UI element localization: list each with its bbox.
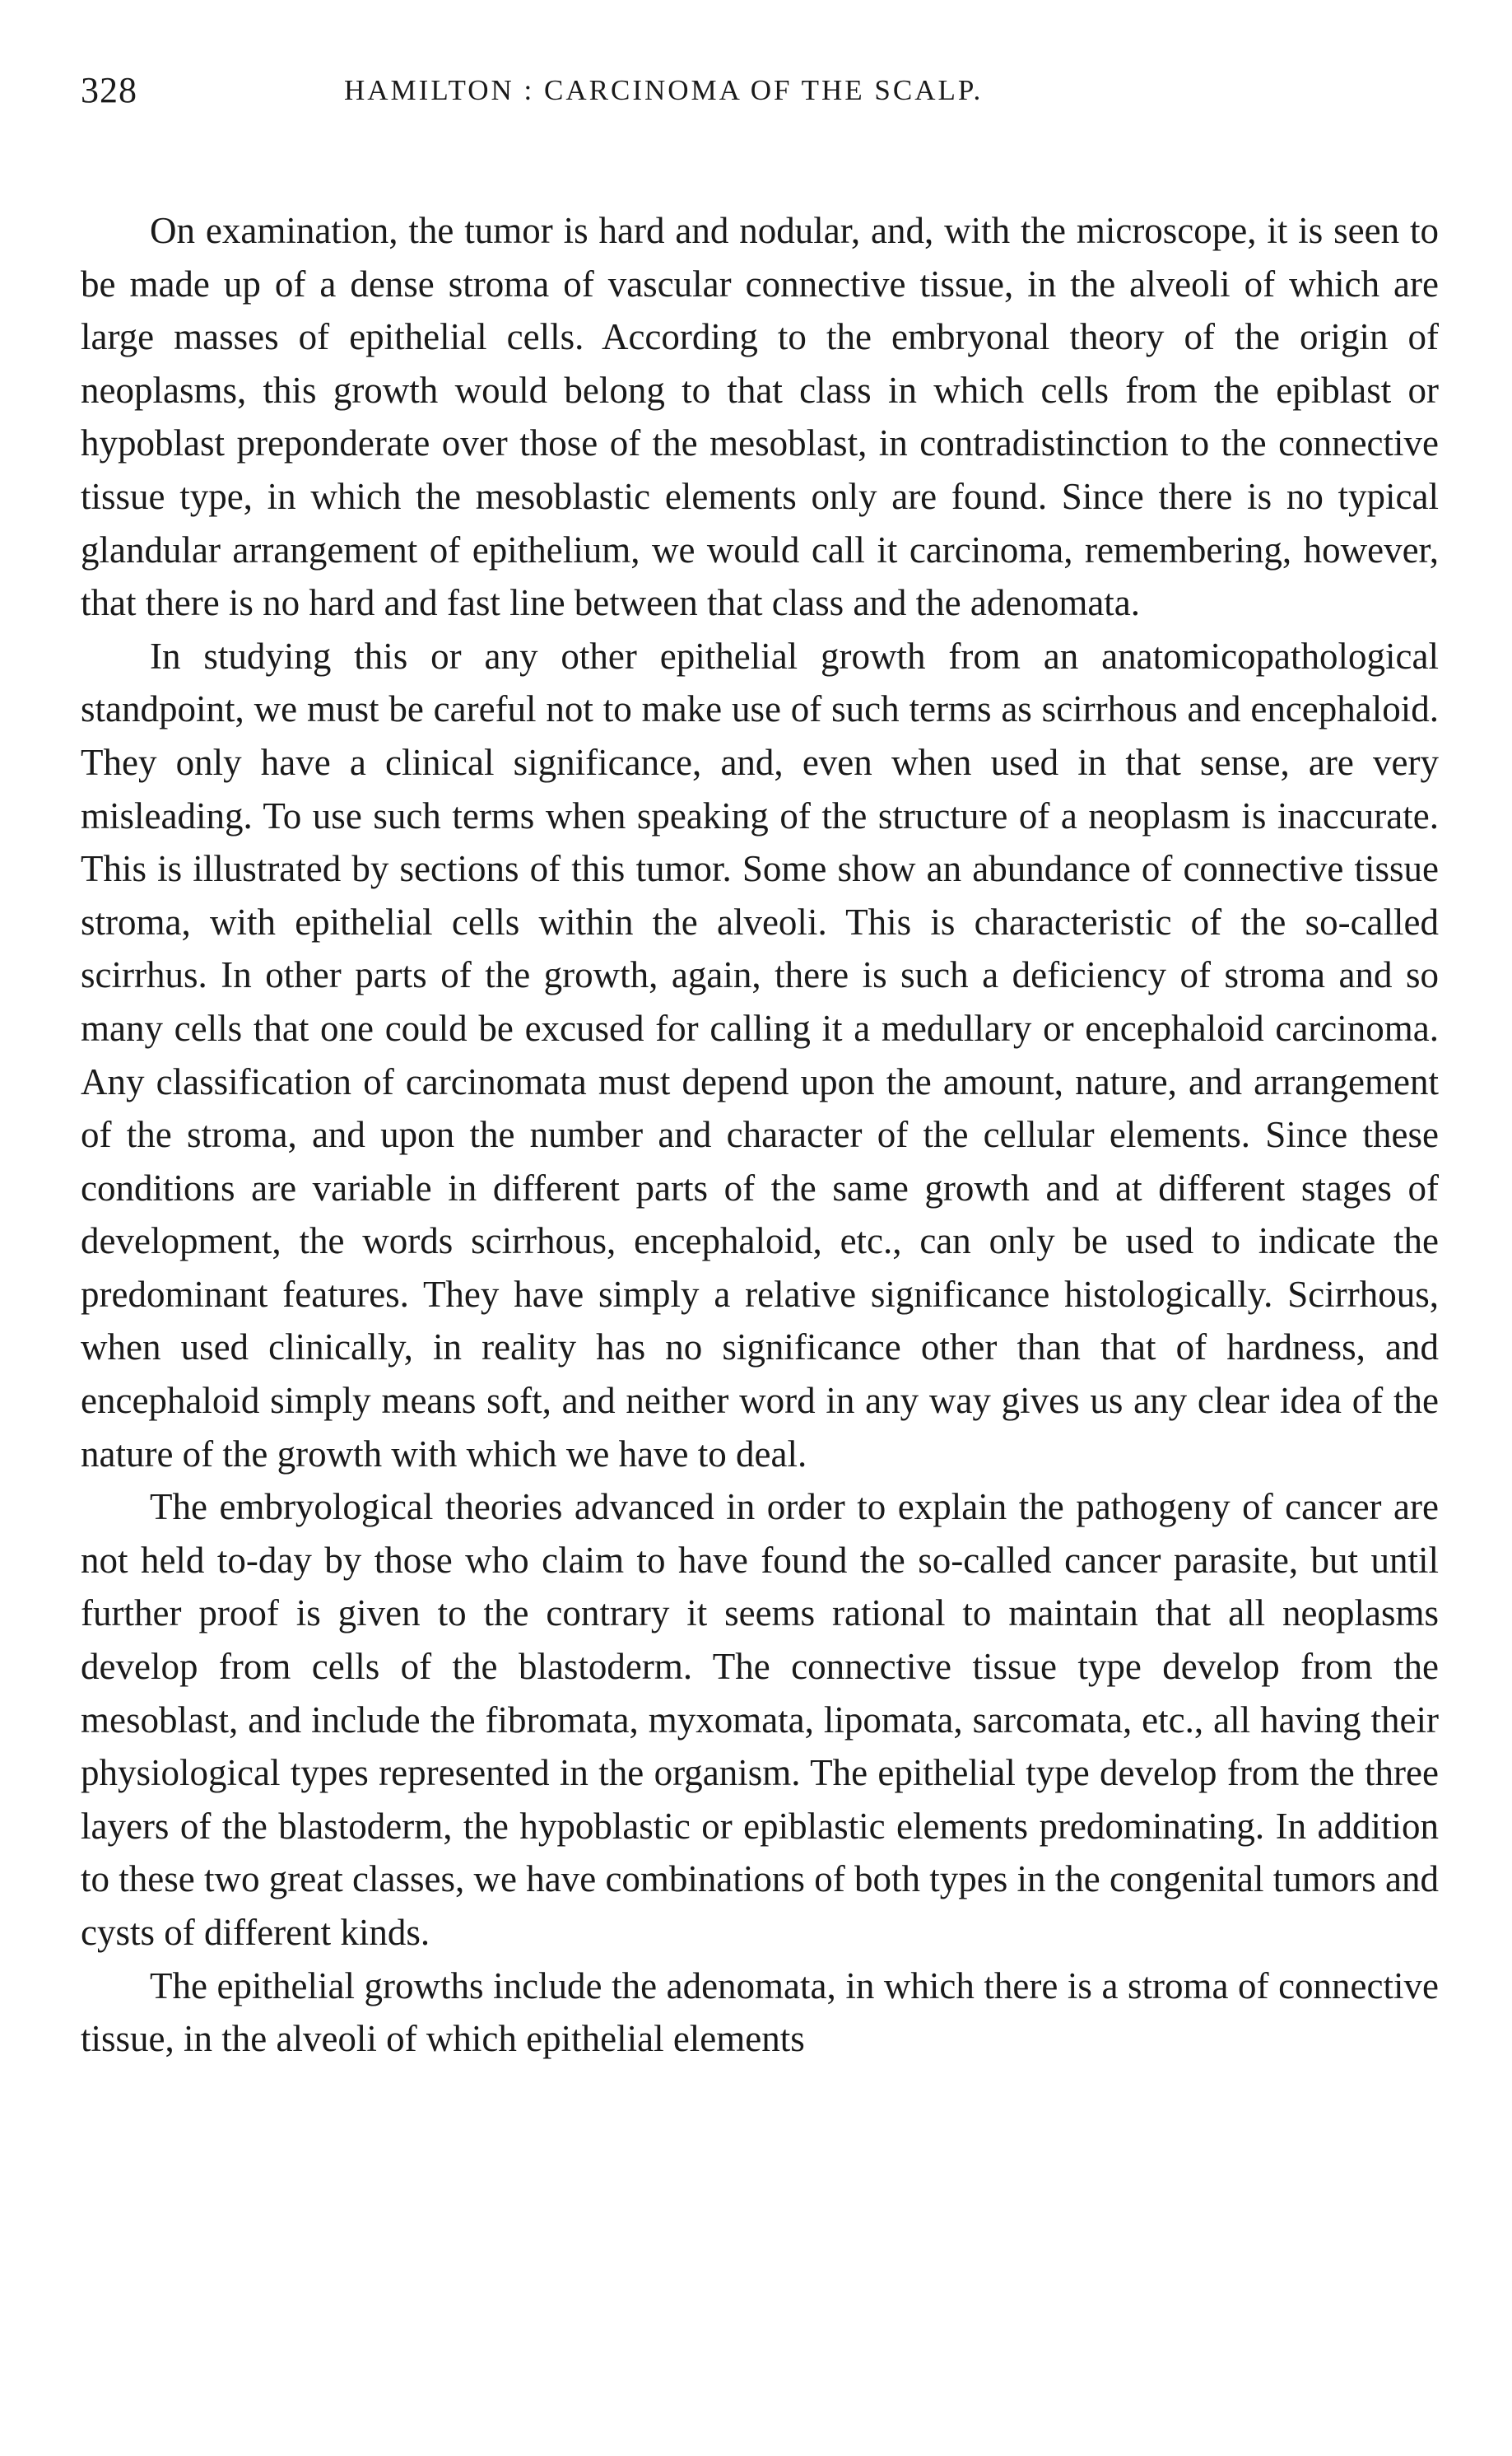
page-number: 328 — [81, 70, 137, 110]
page-header — [81, 58, 1439, 132]
document-page — [81, 58, 1439, 2066]
paragraph-embryological-theories: The embryological theories advanced in order to explain the pathogeny of cancer are not held to-day by those who claim to have found the so-called cancer parasite, but until further proof is given to the contrary it seems rational to maintain that all neoplasms develop from cells of the blastoderm. The connective tissue type develop from the mesoblast, and include the fibromata, myxomata, lipomata, sarcomata, etc., all having their physiological types represented in the organism. The epithelial type develop from the three layers of the blastoderm, the hypoblastic or epiblastic elements predominating. In addition to these two great classes, we have combinations of both types in the congenital tumors and cysts of different kinds. — [81, 1486, 1439, 1953]
paragraph-terminology: In studying this or any other epithelial growth from an anatomicopathological standpoint, we must be careful not to make use of such terms as scirrhous and encephaloid. They only have a clinical significance, and, even when used in that sense, are very misleading. To use such terms when speaking of the structure of a neoplasm is inaccurate. This is illustrated by sections of this tumor. Some show an abundance of connective tissue stroma, with epithelial cells within the alveoli. This is characteristic of the so-called scirrhus. In other parts of the growth, again, there is such a deficiency of stroma and so many cells that one could be excused for calling it a medullary or encephaloid carcinoma. Any classification of carcinomata must depend upon the amount, nature, and arrangement of the stroma, and upon the number and character of the cellular elements. Since these conditions are variable in different parts of the same growth and at different stages of development, the words scirrhous, encephaloid, etc., can only be used to indicate the predominant features. They have simply a relative significance histologically. Scirrhous, when used clinically, in reality has no significance other than that of hardness, and encephaloid simply means soft, and neither word in any way gives us any clear idea of the nature of the growth with which we have to deal. — [81, 635, 1439, 1475]
body-text — [81, 204, 1439, 2066]
running-head: HAMILTON : CARCINOMA OF THE SCALP. — [344, 74, 984, 106]
paragraph-examination: On examination, the tumor is hard and nodular, and, with the microscope, it is seen to be made up of a dense stroma of vascular connective tissue, in the alveoli of which are large masses of epithelial cells. According to the embryonal theory of the origin of neoplasms, this growth would belong to that class in which cells from the epiblast or hypoblast preponderate over those of the mesoblast, in contradistinction to the connective tissue type, in which the mesoblastic elements only are found. Since there is no typical glandular arrangement of epithelium, we would call it carcinoma, remembering, however, that there is no hard and fast line between that class and the adenomata. — [81, 210, 1439, 624]
paragraph-epithelial-growths: The epithelial growths include the adenomata, in which there is a stroma of connective tissue, in the alveoli of which epithelial elements — [81, 1964, 1439, 2060]
